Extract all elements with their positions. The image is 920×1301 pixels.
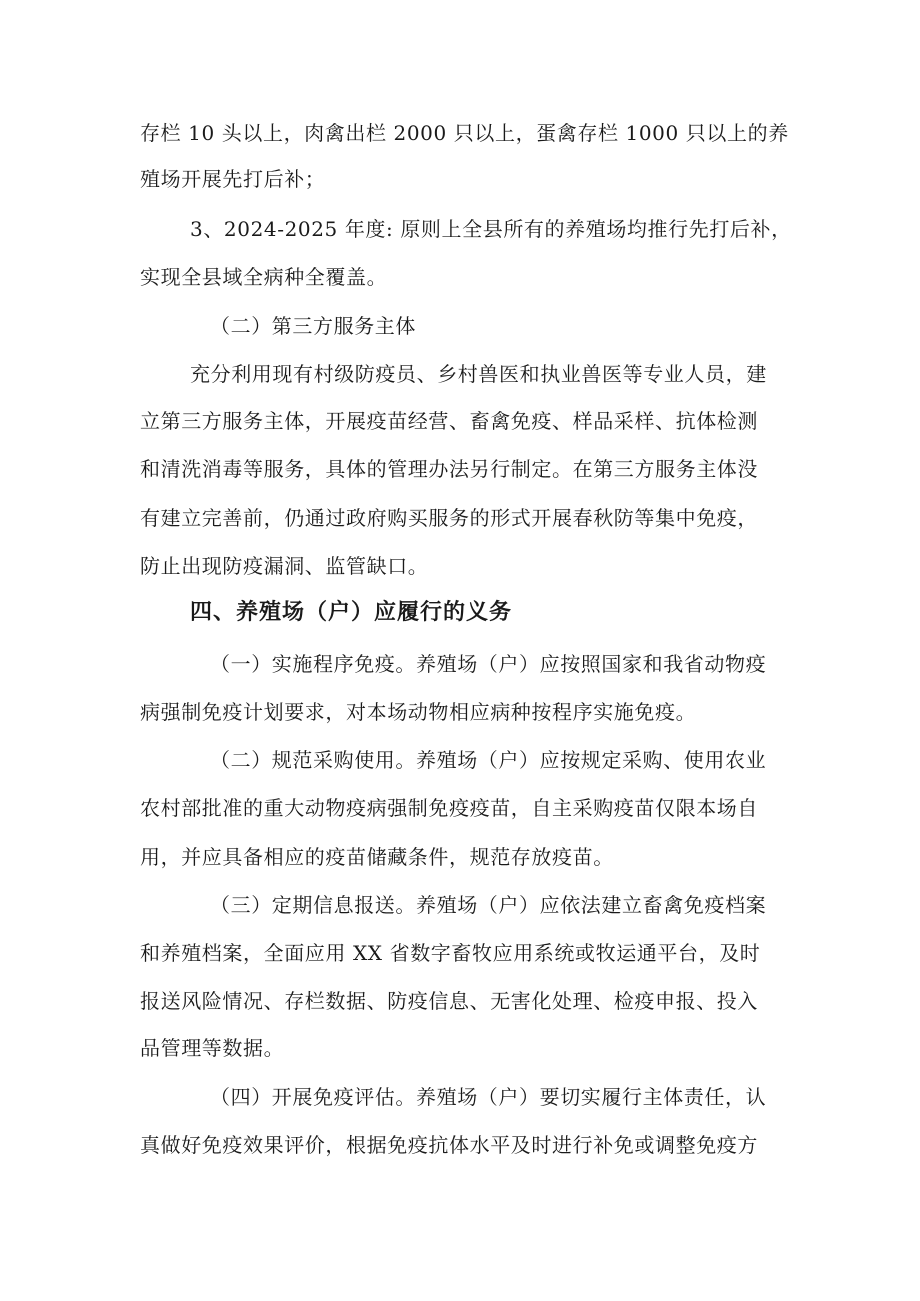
body-text-line: 3、2024-2025 年度: 原则上全县所有的养殖场均推行先打后补，: [190, 217, 792, 241]
body-text-line: 有建立完善前，仍通过政府购买服务的形式开展春秋防等集中免疫，: [140, 506, 758, 530]
body-text-line: 用，并应具备相应的疫苗储藏条件，规范存放疫苗。: [140, 845, 614, 869]
body-text-line: 农村部批准的重大动物疫病强制免疫疫苗，自主采购疫苗仅限本场自: [140, 796, 758, 820]
section-heading: 四、养殖场（户）应履行的义务: [190, 600, 513, 625]
body-text-line: 存栏 10 头以上，肉禽出栏 2000 只以上，蛋禽存栏 1000 只以上的养: [140, 121, 789, 145]
body-text-line: 品管理等数据。: [140, 1036, 285, 1060]
body-text-line: 病强制免疫计划要求，对本场动物相应病种按程序实施免疫。: [140, 700, 697, 724]
body-text-line: 报送风险情况、存栏数据、防疫信息、无害化处理、检疫申报、投入: [140, 989, 758, 1013]
body-text-line: （二）规范采购使用。养殖场（户）应按规定采购、使用农业: [210, 748, 767, 772]
body-text-line: （一）实施程序免疫。养殖场（户）应按照国家和我省动物疫: [210, 652, 767, 676]
body-text-line: 殖场开展先打后补；: [140, 167, 326, 191]
body-text-line: 真做好免疫效果评价，根据免疫抗体水平及时进行补免或调整免疫方: [140, 1133, 758, 1157]
body-text-line: （四）开展免疫评估。养殖场（户）要切实履行主体责任，认: [210, 1085, 767, 1109]
body-text-line: 防止出现防疫漏洞、监管缺口。: [140, 554, 429, 578]
body-text-line: 充分利用现有村级防疫员、乡村兽医和执业兽医等专业人员，建: [190, 362, 767, 386]
body-text-line: 和清洗消毒等服务，具体的管理办法另行制定。在第三方服务主体没: [140, 457, 758, 481]
subsection-title: （二）第三方服务主体: [210, 314, 416, 338]
body-text-line: 立第三方服务主体，开展疫苗经营、畜禽免疫、样品采样、抗体检测: [140, 409, 758, 433]
body-text-line: 实现全县域全病种全覆盖。: [140, 265, 388, 289]
body-text-line: 和养殖档案，全面应用 XX 省数字畜牧应用系统或牧运通平台，及时: [140, 941, 761, 965]
body-text-line: （三）定期信息报送。养殖场（户）应依法建立畜禽免疫档案: [210, 893, 767, 917]
